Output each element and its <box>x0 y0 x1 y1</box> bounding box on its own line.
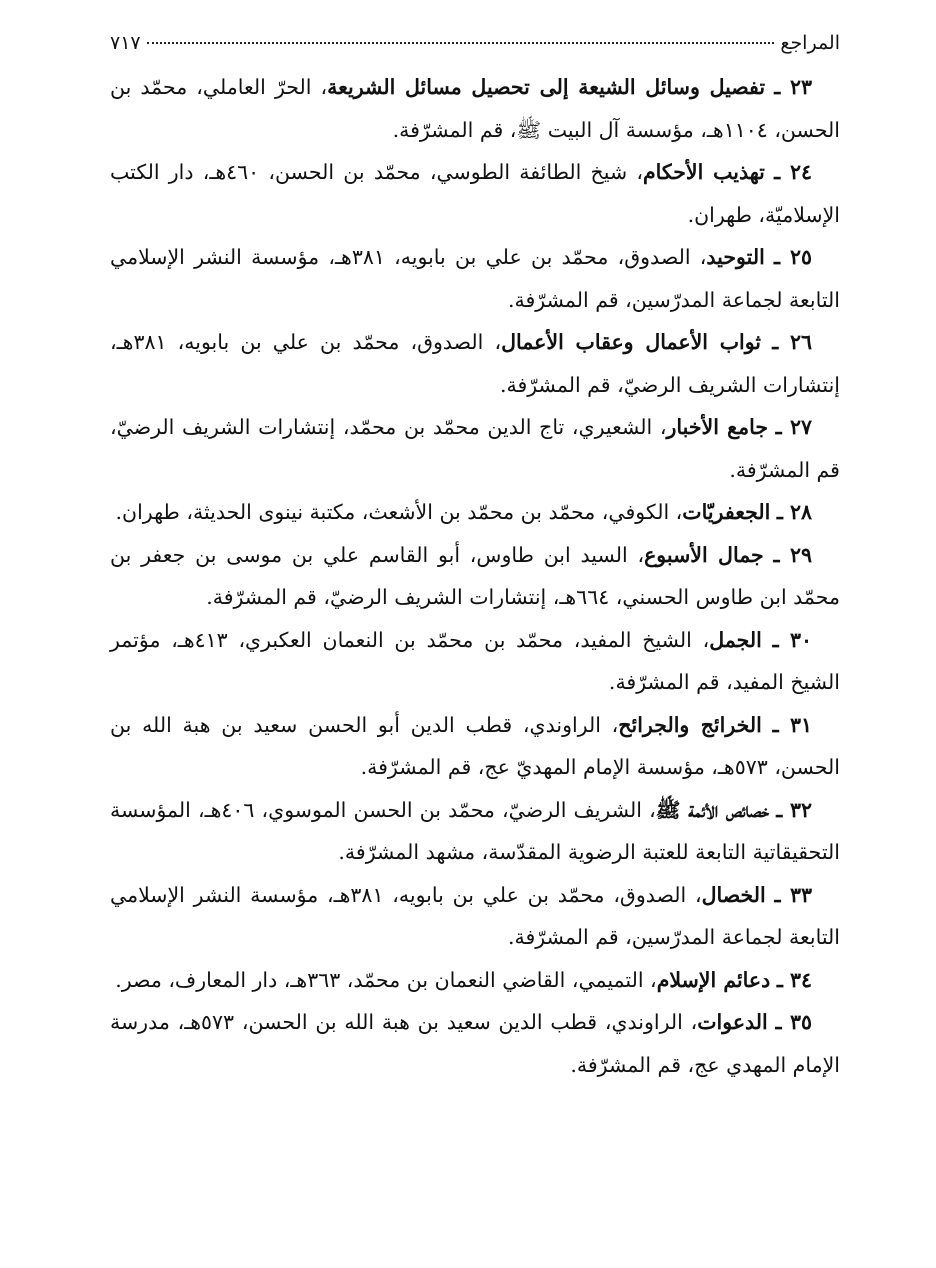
entry-title: الجمل <box>709 627 762 652</box>
reference-entry <box>110 619 840 704</box>
entry-details: ، الصدوق، محمّد بن علي بن بابويه، ٣٨١هـ، إنتشارات الشريف الرضيّ، قم المشرّفة. <box>110 330 840 397</box>
entry-number: ٢٦ ـ <box>772 330 812 354</box>
running-header <box>110 30 840 60</box>
entry-number: ٣١ ـ <box>772 712 812 737</box>
references-list <box>110 66 840 1086</box>
reference-entry <box>110 1001 840 1086</box>
reference-entry <box>110 151 840 236</box>
reference-entry <box>110 66 840 151</box>
entry-number: ٢٩ ـ <box>773 542 812 567</box>
entry-details: ، الحرّ العاملي، محمّد بن الحسن، ١١٠٤هـ، مؤسسة آل البيت ﷺ، قم المشرّفة. <box>110 75 840 142</box>
entry-title: دعائم الإسلام <box>656 967 771 992</box>
entry-number: ٣٤ ـ <box>776 967 812 992</box>
entry-title: تهذيب الأحكام <box>642 160 765 184</box>
entry-number: ٣٣ ـ <box>774 882 812 907</box>
entry-details: ، الشعيري، تاج الدين محمّد بن محمّد، إنتشارات الشريف الرضيّ، قم المشرّفة. <box>110 415 840 482</box>
reference-entry <box>110 959 840 1002</box>
book-page <box>110 30 840 1086</box>
entry-details: ، السيد ابن طاوس، أبو القاسم علي بن موسى بن جعفر بن محمّد ابن طاوس الحسني، ٦٦٤هـ، إنتشارات الشريف الرضيّ، قم المشرّفة. <box>110 542 840 609</box>
header-dot-leader <box>147 42 775 44</box>
entry-number: ٢٥ ـ <box>774 245 812 269</box>
entry-details: ، الصدوق، محمّد بن علي بن بابويه، ٣٨١هـ، مؤسسة النشر الإسلامي التابعة لجماعة المدرّسين، قم المشرّفة. <box>110 882 840 949</box>
entry-title: الدعوات <box>697 1010 768 1034</box>
entry-details: ، الشيخ المفيد، محمّد بن محمّد بن النعمان العكبري، ٤١٣هـ، مؤتمر الشيخ المفيد، قم المشرّفة. <box>110 627 840 694</box>
entry-title: جمال الأسبوع <box>644 542 764 567</box>
entry-number: ٣٠ ـ <box>772 627 812 652</box>
reference-entry <box>110 534 840 619</box>
entry-number: ٢٨ ـ <box>776 500 812 524</box>
entry-details: ، الكوفي، محمّد بن محمّد بن الأشعث، مكتبة نينوى الحديثة، طهران. <box>115 500 683 524</box>
entry-title: ثواب الأعمال وعقاب الأعمال <box>501 330 762 354</box>
entry-title: الجعفريّات <box>682 500 771 524</box>
reference-entry <box>110 789 840 874</box>
reference-entry <box>110 491 840 534</box>
reference-entry <box>110 704 840 789</box>
entry-title: جامع الأخبار <box>666 415 768 439</box>
entry-title: خصائص الأئمة ﷺ <box>655 797 770 822</box>
entry-title: الخصال <box>701 882 766 907</box>
reference-entry <box>110 321 840 406</box>
header-section-title: المراجع <box>780 32 840 54</box>
reference-entry <box>110 406 840 491</box>
reference-entry <box>110 236 840 321</box>
entry-title: الخرائج والجرائح <box>618 712 762 737</box>
entry-details: ، شيخ الطائفة الطوسي، محمّد بن الحسن، ٤٦٠هـ، دار الكتب الإسلاميّة، طهران. <box>110 160 840 227</box>
reference-entry <box>110 874 840 959</box>
entry-title: التوحيد <box>706 245 765 269</box>
header-page-number: ٧١٧ <box>110 32 141 54</box>
entry-title: تفصيل وسائل الشيعة إلى تحصيل مسائل الشريعة <box>327 75 766 99</box>
entry-details: ، الشريف الرضيّ، محمّد بن الحسن الموسوي، ٤٠٦هـ، المؤسسة التحقيقاتية التابعة للعتبة الرضوية المقدّسة، مشهد المشرّفة. <box>110 797 840 864</box>
entry-details: ، الراوندي، قطب الدين أبو الحسن سعيد بن هبة الله بن الحسن، ٥٧٣هـ، مؤسسة الإمام المهديّ عج، قم المشرّفة. <box>110 712 840 779</box>
entry-number: ٣٢ ـ <box>776 797 812 822</box>
entry-number: ٢٤ ـ <box>774 160 812 184</box>
entry-number: ٣٥ ـ <box>775 1010 812 1034</box>
entry-details: ، الراوندي، قطب الدين سعيد بن هبة الله بن الحسن، ٥٧٣هـ، مدرسة الإمام المهدي عج، قم المشرّفة. <box>110 1010 840 1077</box>
entry-number: ٢٣ ـ <box>774 75 812 99</box>
entry-details: ، الصدوق، محمّد بن علي بن بابويه، ٣٨١هـ، مؤسسة النشر الإسلامي التابعة لجماعة المدرّسين، قم المشرّفة. <box>110 245 840 312</box>
entry-details: ، التميمي، القاضي النعمان بن محمّد، ٣٦٣هـ، دار المعارف، مصر. <box>115 967 657 992</box>
entry-number: ٢٧ ـ <box>775 415 812 439</box>
